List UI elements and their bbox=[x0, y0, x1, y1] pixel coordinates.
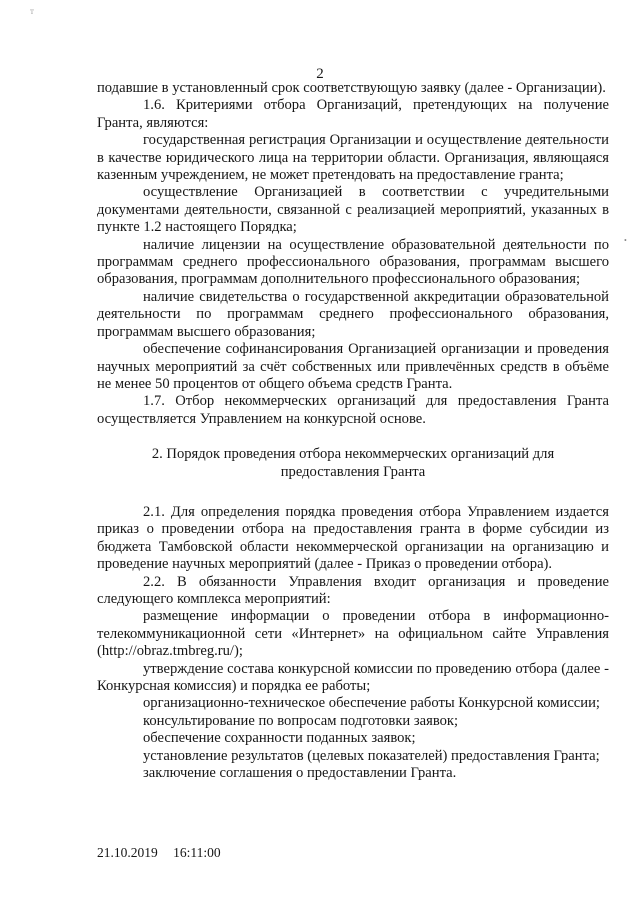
paragraph: размещение информации о проведении отбора в информационно-телекоммуникационной сети «Интернет» на официальном сайте Управления (http://obraz.tmbreg.ru/); bbox=[97, 608, 609, 660]
paragraph: наличие свидетельства о государственной аккредитации образовательной деятельности по программам среднего профессионального образования, программам высшего образования; bbox=[97, 288, 609, 340]
paragraph: заключение соглашения о предоставлении Гранта. bbox=[143, 765, 457, 782]
page-number: 2 bbox=[316, 66, 324, 82]
paragraph: осуществление Организацией в соответствии с учредительными документами деятельности, связанной с реализацией мероприятий, указанных в пункте 1.2 настоящего Порядка; bbox=[97, 184, 609, 236]
paragraph: 1.6. Критериями отбора Организаций, претендующих на получение Гранта, являются: bbox=[97, 97, 609, 131]
paragraph: организационно-техническое обеспечение работы Конкурсной комиссии; bbox=[143, 695, 600, 712]
section-heading: 2. Порядок проведения отбора некоммерческих организаций для предоставления Гранта bbox=[151, 446, 555, 480]
document-body bbox=[97, 80, 609, 782]
print-footer bbox=[97, 845, 221, 861]
page-corner-mark: т bbox=[30, 6, 34, 16]
paragraph: государственная регистрация Организации и осуществление деятельности в качестве юридического лица на территории области. Организация, являющаяся казенным учреждением, не может претендовать на предоставление гранта; bbox=[97, 132, 609, 184]
paragraph: 2.1. Для определения порядка проведения отбора Управлением издается приказ о проведении отбора на предоставления гранта в форме субсидии из бюджета Тамбовской области некоммерческой организации на организацию и проведение научных мероприятий (далее - Приказ о проведении отбора). bbox=[97, 503, 609, 573]
paragraph: подавшие в установленный срок соответствующую заявку (далее - Организации). bbox=[97, 80, 606, 96]
paragraph: установление результатов (целевых показателей) предоставления Гранта; bbox=[143, 747, 600, 764]
paragraph: 2.2. В обязанности Управления входит организация и проведение следующего комплекса мероприятий: bbox=[97, 573, 609, 607]
paragraph: консультирование по вопросам подготовки заявок; bbox=[143, 712, 459, 729]
paragraph: 1.7. Отбор некоммерческих организаций для предоставления Гранта осуществляется Управлением на конкурсной основе. bbox=[97, 393, 609, 427]
paragraph: обеспечение сохранности поданных заявок; bbox=[143, 730, 416, 747]
paragraph: обеспечение софинансирования Организацией организации и проведения научных мероприятий за счёт собственных или привлечённых средств в объёме не менее 50 процентов от общего объема средств Гранта. bbox=[97, 341, 609, 392]
margin-dot: • bbox=[624, 236, 627, 245]
paragraph: утверждение состава конкурсной комиссии по проведению отбора (далее - Конкурсная комиссия) и порядка ее работы; bbox=[97, 660, 609, 694]
paragraph: наличие лицензии на осуществление образовательной деятельности по программам среднего профессионального образования, программам высшего образования, программам дополнительного профессионального образования; bbox=[97, 236, 609, 288]
print-time: 16:11:00 bbox=[173, 845, 221, 860]
print-date: 21.10.2019 bbox=[97, 845, 158, 860]
